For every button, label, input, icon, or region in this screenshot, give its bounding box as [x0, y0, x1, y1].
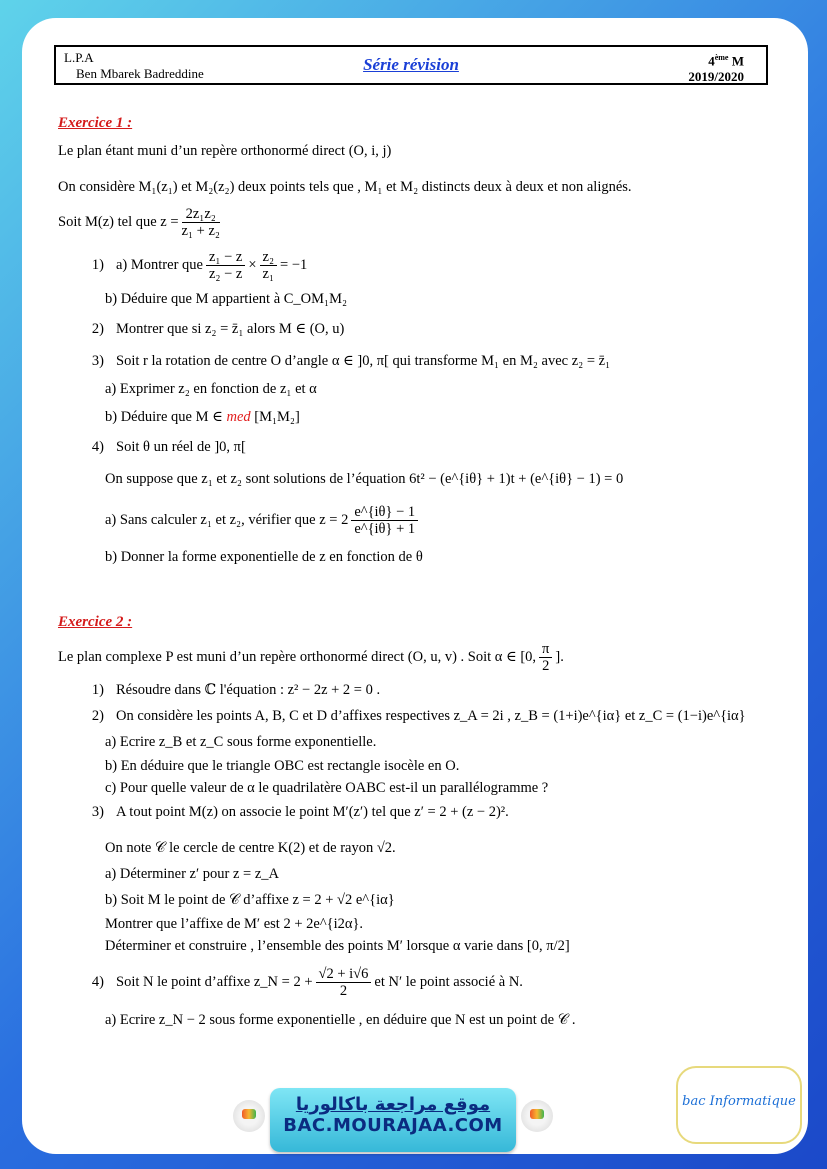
ex2-q3-note: On note 𝒞 le cercle de centre K(2) et de rayon √2.: [105, 839, 396, 856]
header-right: [688, 50, 744, 85]
exercise-2-title: Exercice 2 :: [58, 614, 133, 630]
ex1-q2: 2) Montrer que si z₂ = z̄₁ alors M ∈ (O, u): [91, 320, 345, 337]
ex1-q1b: b) Déduire que M appartient à C_OM₁M₂: [105, 290, 348, 307]
ex1-q4b: b) Donner la forme exponentielle de z en fonction de θ: [105, 548, 423, 565]
left-logo-icon: [233, 1100, 265, 1132]
ex1-q4-line2: On suppose que z₁ et z₂ sont solutions de l’équation 6t² − (e^{iθ} + 1)t + (e^{iθ} − 1) = 0: [105, 470, 624, 487]
banner-arabic-text: موقع مراجعة باكالوريا: [295, 1094, 491, 1115]
ex1-q4a: a) Sans calculer z₁ et z₂, vérifier que z = 2 $\frac{e\^{}\{i\theta\} - 1}{e\^{}\{i\theta\} + 1}$: [58, 496, 788, 544]
bac-informatique-badge: bac Informatique: [676, 1066, 802, 1144]
ex1-q1a: 1) a) Montrer que $\frac{\text{z₁ − z}}{\text{z₂ − z}}$ × $\frac{\text{z₂}}{\text{z₁}}$ = −1: [91, 248, 308, 282]
ex1-intro-3: Soit M(z) tel que z = $\frac{\text{2z₁z₂}}{\text{z₁ + z₂}}$: [58, 205, 220, 239]
class-level: 4ème M: [708, 53, 744, 69]
ex1-intro-2: On considère M₁(z₁) et M₂(z₂) deux points tels que , M₁ et M₂ distincts deux à deux et non alignés.: [58, 178, 632, 195]
document-content: [58, 115, 788, 1033]
ex2-q3a: a) Déterminer z′ pour z = z_A: [105, 865, 279, 882]
document-title: Série révision: [363, 55, 459, 74]
ex2-q3b-2: Montrer que l’affixe de M′ est 2 + 2e^{i2α}.: [105, 915, 364, 932]
ex2-q2b: b) En déduire que le triangle OBC est rectangle isocèle en O.: [105, 757, 460, 774]
banner-domain-link[interactable]: BAC.MOURAJAA.COM: [283, 1115, 503, 1136]
ex2-q3b-3: Déterminer et construire , l’ensemble des points M′ lorsque α varie dans [0, π/2]: [105, 937, 570, 954]
ex2-intro: Le plan complexe P est muni d’un repère orthonormé direct (O, u, v) . Soit α ∈ [0, $\frac{\pi}{2}$ ].: [58, 640, 564, 674]
ex2-q4a: a) Ecrire z_N − 2 sous forme exponentielle , en déduire que N est un point de 𝒞 .: [105, 1011, 576, 1028]
ex1-z-fraction: $\frac{\text{2z₁z₂}}{\text{z₁ + z₂}}$: [181, 205, 220, 239]
ex2-q1: 1) Résoudre dans ℂ l'équation : z² − 2z + 2 = 0 .: [91, 681, 381, 698]
school-year: 2019/2020: [688, 69, 744, 85]
school-name: L.P.A: [64, 50, 94, 65]
teacher-name: Ben Mbarek Badreddine: [76, 66, 204, 81]
ex2-q2: 2) On considère les points A, B, C et D d’affixes respectives z_A = 2i , z_B = (1+i)e^{iα} et z_C = (1−i)e^{iα}: [91, 707, 746, 724]
ex2-q4: 4) Soit N le point d’affixe z_N = 2 + $\frac{√2 + i√6}{2}$ et N′ le point associé à N.: [91, 965, 523, 999]
ex1-q3b: b) Déduire que M ∈ med [M₁M₂]: [105, 408, 300, 425]
ex1-q3: 3) Soit r la rotation de centre O d’angle α ∈ ]0, π[ qui transforme M₁ en M₂ avec z₂ = z̄₁: [91, 352, 611, 369]
ex2-q2c: c) Pour quelle valeur de α le quadrilatère OABC est-il un parallélogramme ?: [105, 779, 549, 796]
exercise-1-title: Exercice 1 :: [58, 115, 133, 131]
right-logo-icon: [521, 1100, 553, 1132]
ex1-q4: 4) Soit θ un réel de ]0, π[: [91, 438, 246, 455]
ex2-q3b: b) Soit M le point de 𝒞 d’affixe z = 2 + √2 e^{iα}: [105, 891, 395, 908]
document-page: [22, 18, 808, 1154]
ex1-q3a: a) Exprimer z₂ en fonction de z₁ et α: [105, 380, 317, 397]
ex2-q3: 3) A tout point M(z) on associe le point M′(z′) tel que z′ = 2 + (z − 2)².: [91, 803, 509, 820]
ex2-q2a: a) Ecrire z_B et z_C sous forme exponentielle.: [105, 733, 377, 750]
ex1-intro-1: Le plan étant muni d’un repère orthonormé direct (O, i, j): [58, 142, 392, 159]
document-header: [54, 45, 768, 85]
site-banner[interactable]: [270, 1088, 516, 1152]
